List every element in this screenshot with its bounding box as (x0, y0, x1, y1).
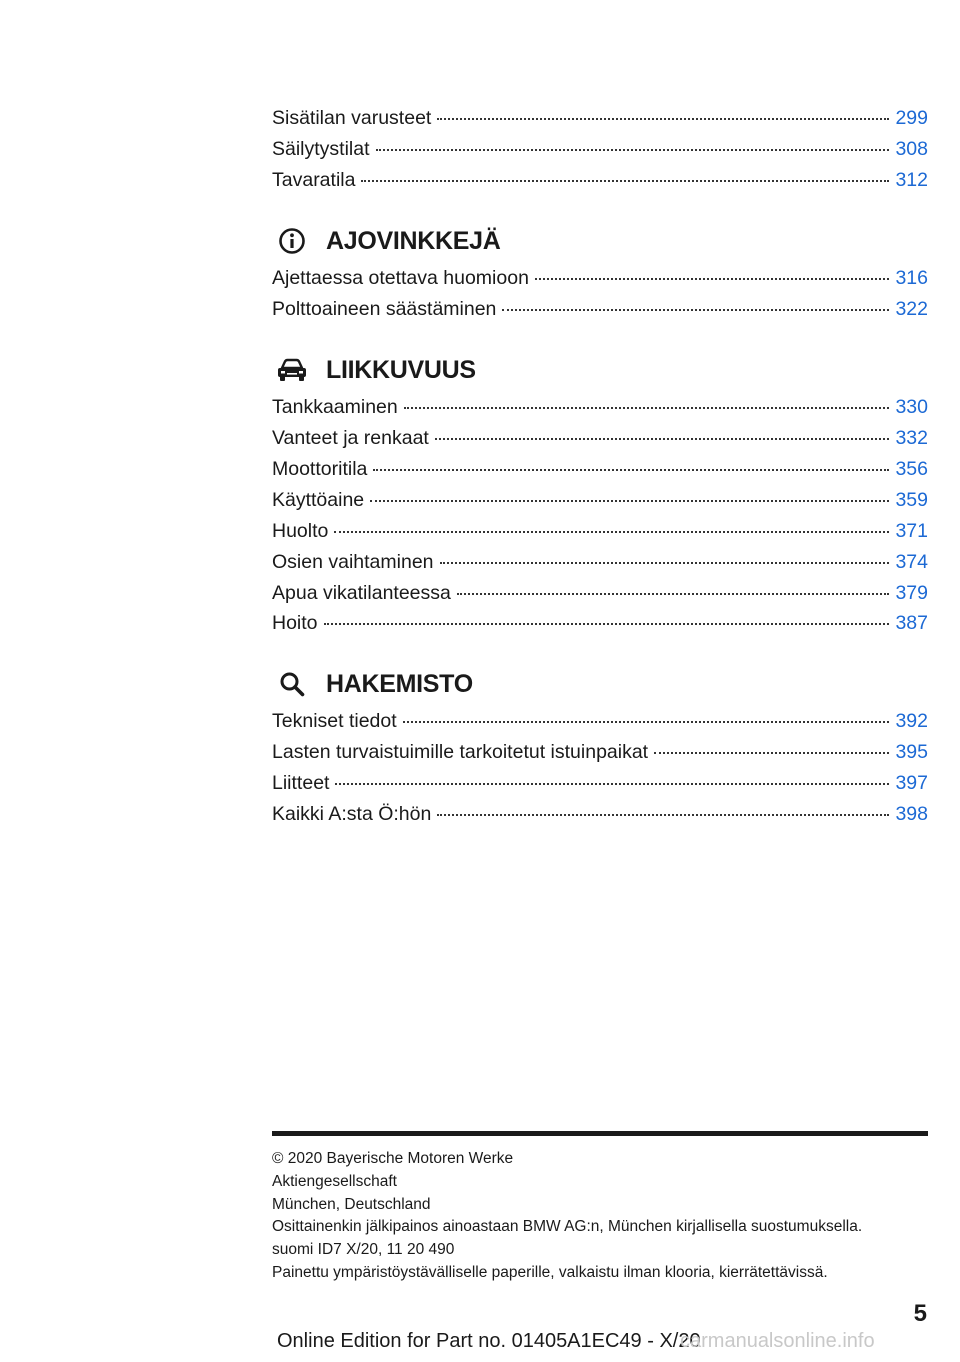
dot-leader (334, 527, 889, 533)
toc-entry[interactable] (272, 518, 928, 544)
dot-leader (437, 810, 889, 816)
toc-entry-title: Moottoritila (272, 458, 368, 480)
toc-entry-title: Tankkaaminen (272, 396, 398, 418)
toc-entry-title: Kaikki A:sta Ö:hön (272, 803, 432, 825)
watermark: carmanualsonline.info (680, 1330, 875, 1352)
car-icon (272, 350, 312, 390)
dot-leader (370, 496, 889, 502)
toc-entry-title: Tekniset tiedot (272, 710, 397, 732)
dot-leader (502, 305, 889, 311)
section-heading-ajovinkkeja (272, 221, 501, 261)
toc-entry-page[interactable]: 316 (895, 267, 928, 289)
toc-entry-page[interactable]: 332 (895, 427, 928, 449)
imprint-line: suomi ID7 X/20, 11 20 490 (272, 1241, 455, 1259)
toc-entry-page[interactable]: 395 (895, 741, 928, 763)
toc-entry[interactable] (272, 265, 928, 291)
toc-entry-page[interactable]: 392 (895, 710, 928, 732)
section-heading-title: HAKEMISTO (326, 669, 473, 698)
toc-entry-title: Säilytystilat (272, 138, 370, 160)
imprint-line: Aktiengesellschaft (272, 1172, 397, 1190)
toc-entry[interactable] (272, 425, 928, 451)
toc-entry-title: Sisätilan varusteet (272, 107, 432, 129)
section-heading-title: LIIKKUVUUS (326, 355, 476, 384)
info-icon (272, 221, 312, 261)
footer-rule (272, 1131, 928, 1136)
imprint-line: © 2020 Bayerische Motoren Werke (272, 1150, 514, 1167)
toc-entry-title: Hoito (272, 612, 318, 634)
toc-entry-page[interactable]: 397 (895, 772, 928, 794)
dot-leader (654, 748, 889, 754)
dot-leader (373, 465, 889, 471)
dot-leader (376, 145, 890, 151)
toc-entry[interactable] (272, 394, 928, 420)
toc-entry-title: Huolto (272, 520, 329, 542)
dot-leader (324, 619, 890, 625)
section-heading-hakemisto (272, 664, 473, 704)
toc-entry[interactable] (272, 610, 928, 636)
toc-entry[interactable] (272, 739, 928, 765)
toc-entry[interactable] (272, 456, 928, 482)
section-heading-title: AJOVINKKEJÄ (326, 226, 501, 255)
toc-entry-page[interactable]: 312 (895, 169, 928, 191)
dot-leader (403, 717, 890, 723)
dot-leader (435, 434, 890, 440)
toc-entry[interactable] (272, 770, 928, 796)
toc-entry[interactable] (272, 487, 928, 513)
search-icon (272, 664, 312, 704)
imprint (272, 1148, 928, 1285)
toc-entry-page[interactable]: 374 (895, 551, 928, 573)
toc-entry-title: Tavaratila (272, 169, 356, 191)
toc-entry-title: Polttoaineen säästäminen (272, 298, 497, 320)
dot-leader (437, 114, 889, 120)
toc-entry-title: Ajettaessa otettava huomioon (272, 267, 529, 289)
toc-entry[interactable] (272, 136, 928, 162)
imprint-line: München, Deutschland (272, 1195, 431, 1213)
toc-entry-page[interactable]: 330 (895, 396, 928, 418)
toc-entry[interactable] (272, 549, 928, 575)
section-heading-liikkuvuus (272, 350, 476, 390)
toc-entry-page[interactable]: 359 (895, 489, 928, 511)
toc-entry[interactable] (272, 105, 928, 131)
toc-entry[interactable] (272, 167, 928, 193)
toc-entry-page[interactable]: 387 (895, 612, 928, 634)
toc-entry-page[interactable]: 356 (895, 458, 928, 480)
toc-entry-title: Apua vikatilanteessa (272, 582, 451, 604)
toc-entry-title: Liitteet (272, 772, 330, 794)
toc-entry-title: Käyttöaine (272, 489, 365, 511)
dot-leader (535, 274, 890, 280)
page-number: 5 (913, 1300, 927, 1327)
dot-leader (335, 779, 889, 785)
imprint-line: Painettu ympäristöystävälliselle paperille, valkaistu ilman klooria, kierrätettävissä. (272, 1263, 828, 1281)
toc-entry[interactable] (272, 296, 928, 322)
toc-entry[interactable] (272, 708, 928, 734)
toc-entry[interactable] (272, 580, 928, 606)
toc-entry-page[interactable]: 371 (895, 520, 928, 542)
toc-entry[interactable] (272, 801, 928, 827)
toc-entry-page[interactable]: 299 (895, 107, 928, 129)
toc-entry-page[interactable]: 322 (895, 298, 928, 320)
dot-leader (457, 589, 890, 595)
imprint-line: Osittainenkin jälkipainos ainoastaan BMW AG:n, München kirjallisella suostumuksella. (272, 1218, 863, 1236)
dot-leader (440, 558, 890, 564)
toc-entry-page[interactable]: 308 (895, 138, 928, 160)
toc-entry-title: Osien vaihtaminen (272, 551, 434, 573)
toc-entry-page[interactable]: 398 (895, 803, 928, 825)
dot-leader (361, 176, 889, 182)
toc-entry-title: Lasten turvaistuimille tarkoitetut istuinpaikat (272, 741, 649, 763)
online-edition-label: Online Edition for Part no. 01405A1EC49 - X/20 (277, 1330, 701, 1352)
dot-leader (404, 403, 890, 409)
toc-entry-page[interactable]: 379 (895, 582, 928, 604)
toc-entry-title: Vanteet ja renkaat (272, 427, 429, 449)
